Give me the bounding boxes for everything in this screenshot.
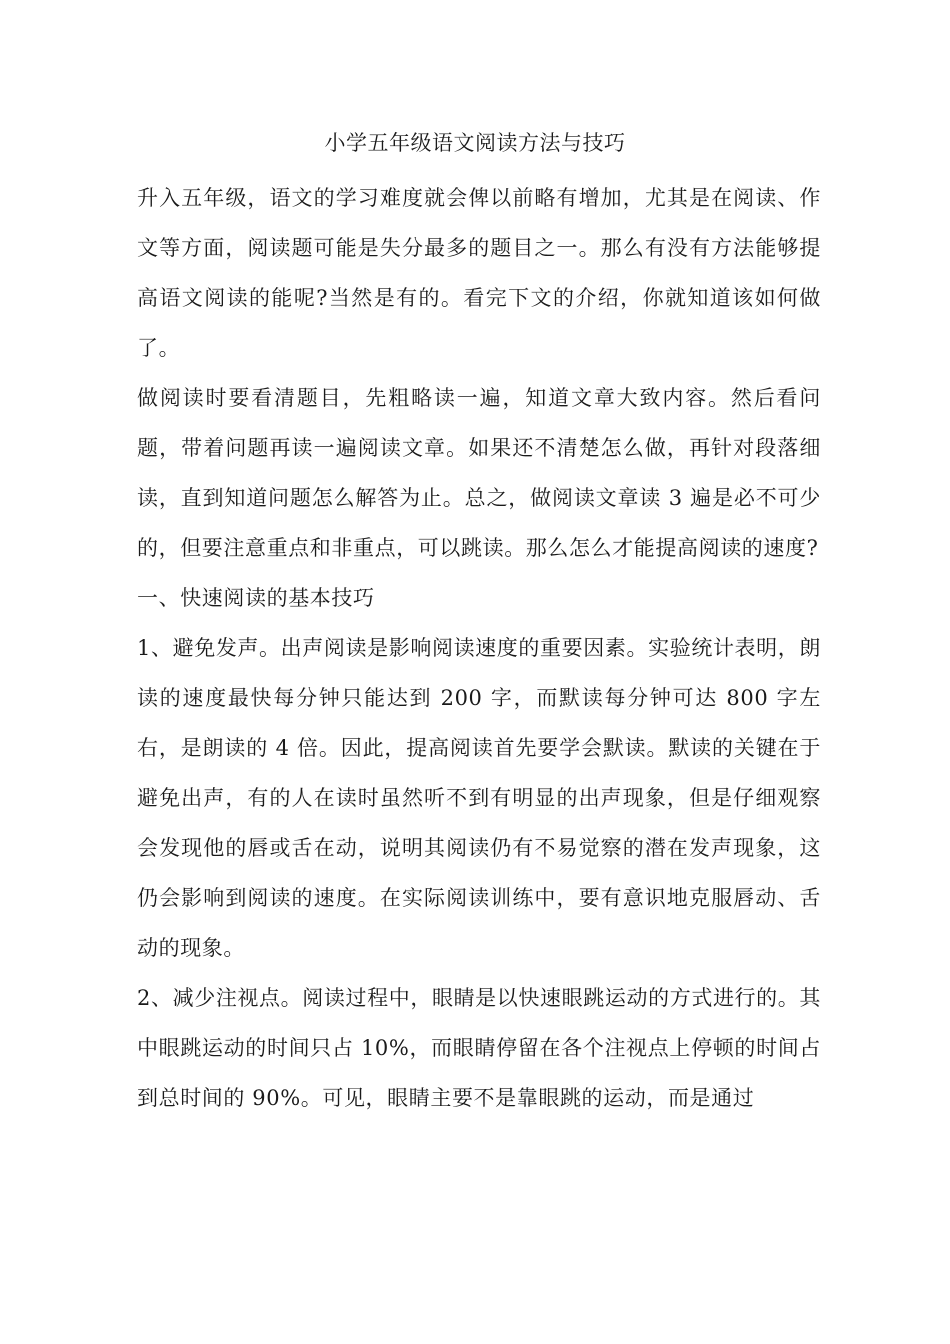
paragraph-intro: 升入五年级，语文的学习难度就会俾以前略有增加，尤其是在阅读、作文等方面，阅读题可能是失分最多的题目之一。那么有没有方法能够提高语文阅读的能呢?当然是有的。看完下文的介绍，你就知道该如何做了。 xyxy=(137,186,821,360)
paragraph-reading-steps: 做阅读时要看清题目，先粗略读一遍，知道文章大致内容。然后看问题，带着问题再读一遍阅读文章。如果还不清楚怎么做，再针对段落细读，直到知道问题怎么解答为止。总之，做阅读文章读 3 遍是必不可少的，但要注意重点和非重点，可以跳读。那么怎么才能提高阅读的速度? xyxy=(137,386,821,560)
section-heading-fast-reading: 一、快速阅读的基本技巧 xyxy=(137,586,375,610)
paragraph-avoid-vocalizing: 1、避免发声。出声阅读是影响阅读速度的重要因素。实验统计表明，朗读的速度最快每分钟只能达到 200 字，而默读每分钟可达 800 字左右，是朗读的 4 倍。因此，提高阅读首先要学会默读。默读的关键在于避免出声，有的人在读时虽然听不到有明显的出声现象，但是仔细观察会发现他的唇或舌在动，说明其阅读仍有不易觉察的潜在发声现象，这仍会影响到阅读的速度。在实际阅读训练中，要有意识地克服唇动、舌动的现象。 xyxy=(137,636,821,960)
paragraph-reduce-fixations: 2、减少注视点。阅读过程中，眼睛是以快速眼跳运动的方式进行的。其中眼跳运动的时间只占 10%，而眼睛停留在各个注视点上停顿的时间占到总时间的 90%。可见，眼睛主要不是靠眼跳的运动，而是通过 xyxy=(137,986,821,1110)
document-title: 小学五年级语文阅读方法与技巧 xyxy=(324,131,626,155)
document-body xyxy=(137,173,821,1123)
